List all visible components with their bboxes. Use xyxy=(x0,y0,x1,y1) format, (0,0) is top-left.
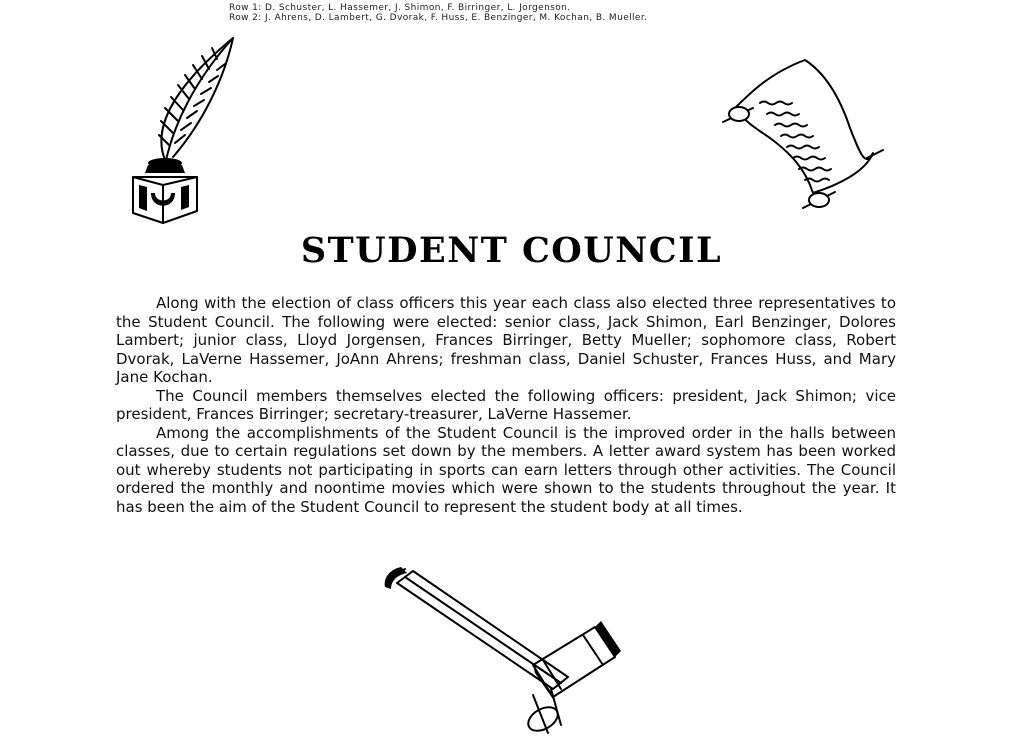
paragraph-accomplishments: Among the accomplishments of the Student Council is the improved order in the halls between classes, due to certain regulations set down by the members. A letter award system has been worked out whereby students not participating in sports can earn letters through other activities. The Council ordered the monthly and noontime movies which were shown to the students throughout the year. It has been the aim of the Student Council to represent the student body at all times. xyxy=(116,423,896,516)
paragraph-representatives: Along with the election of class officers this year each class also elected three representatives to the Student Council. The following were elected: senior class, Jack Shimon, Earl Benzinger, Dolores Lambert; junior class, Lloyd Jorgensen, Frances Birringer, Betty Mueller; sophomore class, Robert Dvorak, LaVerne Hassemer, JoAnn Ahrens; freshman class, Daniel Schuster, Frances Huss, and Mary Jane Kochan. xyxy=(116,294,896,386)
caption-row-2: Row 2: J. Ahrens, D. Lambert, G. Dvorak, F. Huss, E. Benzinger, M. Kochan, B. Mueller. xyxy=(229,13,648,23)
paragraph-officers: The Council members themselves elected the following officers: president, Jack Shimon; vice president, Frances Birringer; secretary-treasurer, LaVerne Hassemer. xyxy=(116,386,896,423)
scroll-icon xyxy=(715,58,895,218)
gavel-icon xyxy=(383,565,623,747)
caption-row-1: Row 1: D. Schuster, L. Hassemer, J. Shimon, F. Birringer, L. Jorgenson. xyxy=(229,3,571,13)
quill-inkwell-icon xyxy=(125,35,240,225)
article-body xyxy=(116,294,896,516)
page-title: STUDENT COUNCIL xyxy=(300,230,723,271)
photo-caption xyxy=(229,3,647,23)
